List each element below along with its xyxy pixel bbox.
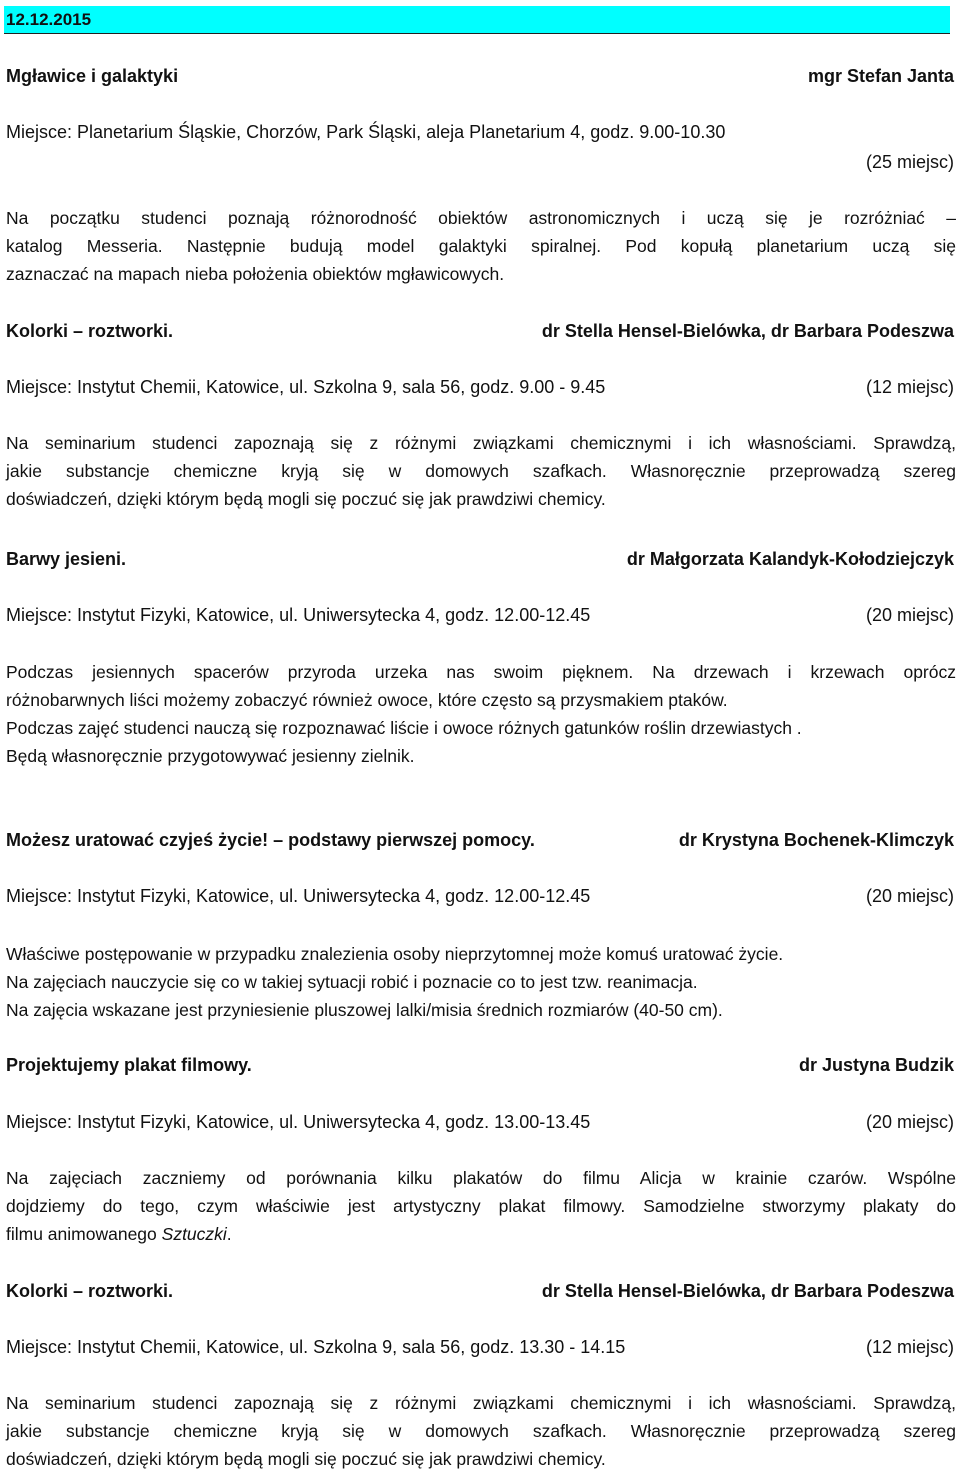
event-header (6, 828, 954, 852)
event-seats: (20 miejsc) (865, 605, 954, 625)
description-line: jakie substancje chemiczne kryją się w domowych szafkach. Własnoręcznie przeprowadzą szereg (6, 1421, 956, 1441)
event-description (6, 658, 956, 770)
event-description (6, 429, 956, 513)
event-header (6, 319, 954, 343)
event-place: Miejsce: Planetarium Śląskie, Chorzów, Park Śląski, aleja Planetarium 4, godz. 9.00-10.30 (6, 122, 726, 142)
description-line: doświadczeń, dzięki którym będą mogli się poczuć się jak prawdziwi chemicy. (6, 1449, 606, 1469)
description-line: Podczas jesiennych spacerów przyroda urzeka nas swoim pięknem. Na drzewach i krzewach oprócz (6, 662, 956, 682)
description-line: zaznaczać na mapach nieba położenia obiektów mgławicowych. (6, 264, 505, 284)
event-seats: (12 miejsc) (865, 1337, 954, 1357)
event-seats: (20 miejsc) (865, 886, 954, 906)
event-header (6, 1053, 954, 1077)
event-seats: (12 miejsc) (865, 377, 954, 397)
event-place: Miejsce: Instytut Chemii, Katowice, ul. Szkolna 9, sala 56, godz. 13.30 - 14.15 (6, 1337, 626, 1357)
event-title: Możesz uratować czyjeś życie! – podstawy pierwszej pomocy. (6, 830, 535, 850)
event-place: Miejsce: Instytut Fizyki, Katowice, ul. Uniwersytecka 4, godz. 12.00-12.45 (6, 886, 591, 906)
description-line: doświadczeń, dzięki którym będą mogli się poczuć się jak prawdziwi chemicy. (6, 489, 606, 509)
event-description (6, 1164, 956, 1248)
event-place-row (6, 603, 954, 627)
description-line: różnobarwnych liści możemy zobaczyć również owoce, które często są przysmakiem ptaków. (6, 690, 728, 710)
description-line: Na początku studenci poznają różnorodność obiektów astronomicznych i uczą się je rozróżniać – (6, 208, 956, 228)
description-line (6, 1220, 956, 1248)
description-line: Na zajęciach nauczycie się co w takiej sytuacji robić i poznacie co to jest tzw. reanimacja. (6, 972, 698, 992)
description-line: Na zajęciach zaczniemy od porównania kilku plakatów do filmu Alicja w krainie czarów. Wspólne (6, 1168, 956, 1188)
description-line: Podczas zajęć studenci nauczą się rozpoznawać liście i owoce różnych gatunków roślin drzewiastych . (6, 718, 802, 738)
event-lecturer: dr Stella Hensel-Bielówka, dr Barbara Podeszwa (541, 321, 954, 341)
event-title: Kolorki – roztworki. (6, 1281, 174, 1301)
event-place-row (6, 375, 954, 399)
event-description (6, 1389, 956, 1473)
event-place: Miejsce: Instytut Chemii, Katowice, ul. Szkolna 9, sala 56, godz. 9.00 - 9.45 (6, 377, 606, 397)
event-title: Kolorki – roztworki. (6, 321, 174, 341)
description-line: katalog Messeria. Następnie budują model galaktyki spiralnej. Pod kopułą planetarium uczą się (6, 236, 956, 256)
description-line: Na seminarium studenci zapoznają się z różnymi związkami chemicznymi i ich własnościami. Sprawdzą, (6, 433, 956, 453)
event-place: Miejsce: Instytut Fizyki, Katowice, ul. Uniwersytecka 4, godz. 13.00-13.45 (6, 1112, 591, 1132)
event-seats: (20 miejsc) (865, 1112, 954, 1132)
description-line: Właściwe postępowanie w przypadku znalezienia osoby nieprzytomnej może komuś uratować życie. (6, 944, 784, 964)
event-lecturer: dr Krystyna Bochenek-Klimczyk (678, 830, 954, 850)
event-header (6, 1279, 954, 1303)
description-end: . (226, 1224, 232, 1244)
event-place-row (6, 1335, 954, 1359)
event-lecturer: dr Małgorzata Kalandyk-Kołodziejczyk (626, 549, 954, 569)
event-lecturer: mgr Stefan Janta (807, 66, 954, 86)
event-place-row (6, 1110, 954, 1134)
description-line: Na zajęcia wskazane jest przyniesienie pluszowej lalki/misia średnich rozmiarów (40-50 cm). (6, 1000, 723, 1020)
event-description (6, 204, 956, 288)
event-description (6, 940, 956, 1024)
description-text: filmu animowanego (6, 1224, 162, 1244)
event-title: Projektujemy plakat filmowy. (6, 1055, 252, 1075)
date-header: 12.12.2015 (4, 6, 950, 34)
description-line: Będą własnoręcznie przygotowywać jesienny zielnik. (6, 746, 415, 766)
event-lecturer: dr Stella Hensel-Bielówka, dr Barbara Podeszwa (541, 1281, 954, 1301)
description-line: dojdziemy do tego, czym właściwie jest artystyczny plakat filmowy. Samodzielne stworzymy plakaty do (6, 1196, 956, 1216)
description-line: Na seminarium studenci zapoznają się z różnymi związkami chemicznymi i ich własnościami. Sprawdzą, (6, 1393, 956, 1413)
event-lecturer: dr Justyna Budzik (798, 1055, 954, 1075)
film-title: Sztuczki (161, 1224, 227, 1244)
event-place-row (6, 884, 954, 908)
event-seats: (25 miejsc) (865, 152, 954, 172)
event-place: Miejsce: Instytut Fizyki, Katowice, ul. Uniwersytecka 4, godz. 12.00-12.45 (6, 605, 591, 625)
event-title: Barwy jesieni. (6, 549, 127, 569)
description-line: jakie substancje chemiczne kryją się w domowych szafkach. Własnoręcznie przeprowadzą szereg (6, 461, 956, 481)
event-header (6, 64, 954, 88)
event-place-row (6, 120, 954, 144)
event-header (6, 547, 954, 571)
event-title: Mgławice i galaktyki (6, 66, 179, 86)
